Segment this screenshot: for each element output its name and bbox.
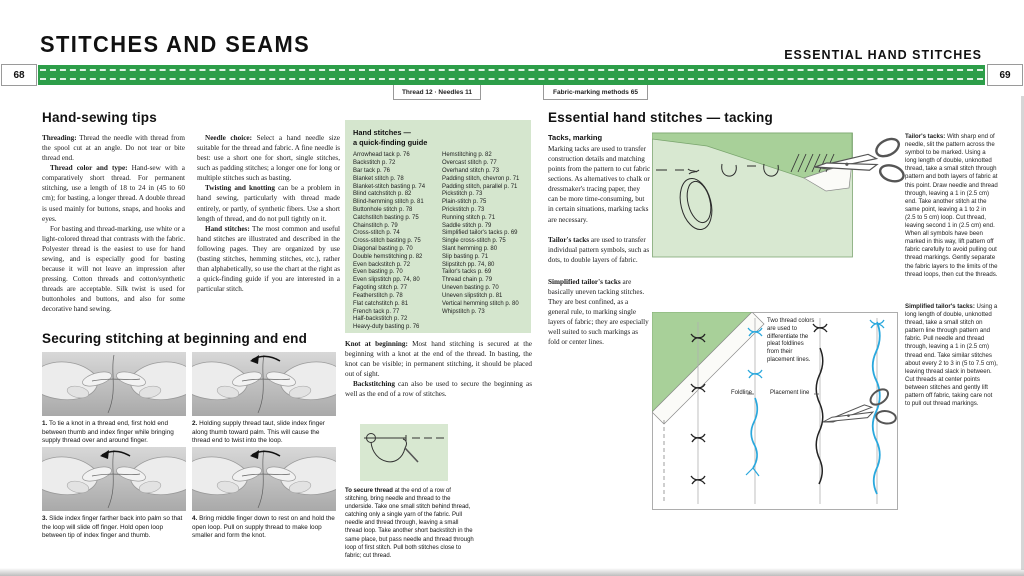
guide-column-1 [353,152,435,332]
paragraph: Simplified tailor's tacks are basically uneven tacking stitches. They are best confined, as a general rule, to marking single layers of fabric; they are especially well suited to such markings as fold or center lines. [548,277,649,347]
paragraph: Knot at beginning: Most hand stitching is secured at the beginning with a knot at the end of the thread. In basting, the knot can be visible; in permanent stitching, it should be placed out of sight. [345,340,532,379]
guide-entry: Padding stitch, parallel p. 71 [442,183,518,190]
photo-caption-1: 1. To tie a knot in a thread end, first hold end between thumb and index finger while bringing supply thread over and around finger. [42,420,174,445]
guide-entry: Hemstitching p. 82 [442,152,492,159]
green-stitch-bar [38,65,985,85]
guide-entry: Chainstitch p. 79 [353,222,398,229]
knot-paragraphs [345,339,532,399]
guide-entry: Single cross-stitch p. 75 [442,238,506,245]
photo-caption-2: 2. Holding supply thread taut, slide index finger along thumb toward palm. This will cause the thread end to twist into the loop. [192,420,325,445]
guide-entry: Diagonal basting p. 70 [353,246,413,252]
guide-entry: Simplified tailor's tacks p. 69 [442,230,518,237]
hand-sewing-tips-heading: Hand-sewing tips [42,110,157,125]
guide-entry: Uneven basting p. 70 [442,285,499,292]
chapter-title: STITCHES AND SEAMS [40,31,311,57]
guide-entry: Even slipstitch pp. 74, 80 [353,277,420,284]
paragraph: Tailor's tacks are used to transfer individual pattern symbols, such as dots, to double layers of fabric. [548,235,650,264]
photo-step-1 [42,352,186,416]
guide-entry: Fagoting stitch p. 77 [353,285,408,292]
guide-entry: Thread chain p. 79 [442,277,493,284]
tacks-marking-subhead: Tacks, marking [548,133,603,142]
guide-entry: Overhand stitch p. 73 [442,167,500,174]
guide-entry: Blanket-stitch basting p. 74 [353,183,426,190]
securing-heading: Securing stitching at beginning and end [42,331,308,346]
simplified-tacks-caption: Simplified tailor's tacks: Using a long length of double, unknotted thread, take a small stitch on pattern line through pattern and fabric. Pull needle and thread through, leaving a 1 in (2.5 cm) thread end. Take similar stitches about every 2 to 3 in (5 to 7.5 cm), leaving thread slack in between. Cut threads at center points between stitches and gently lift pattern off fabric, taking care not to pull out thread markings. [905,303,998,408]
paragraph: Marking tacks are used to transfer construction details and matching points from the pattern to cut fabric sections. As alternatives to chalk or dressmaker's tracing paper, they can be more time-consuming, but in certain situations, marking tacks are necessary. [548,145,651,224]
guide-entry: Prickstitch p. 73 [442,206,485,213]
guide-entry: Slant hemming p. 80 [442,246,498,252]
guide-entry: Tailor's tacks p. 69 [442,269,492,276]
page-number-left: 68 [1,64,37,86]
tab-thread-needles: Thread 12 · Needles 11 [393,85,481,100]
guide-entry: Even backstitch p. 72 [353,261,411,268]
guide-entry: Running stitch p. 71 [442,214,496,221]
foldline-label: Foldline [730,390,752,396]
tips-column-1 [42,133,185,314]
paragraph: Thread color and type: Hand-sew with a comparatively short thread. For permanent stitching, use a length of 18 to 24 in (45 to 60 cm); for basting, a longer thread. A double thread is used mainly for buttons, snaps, and hooks and eyes. [42,164,185,223]
tacking-column [548,144,651,357]
paragraph: Hand stitches: The most common and useful hand stitches are illustrated and described in the following pages. They are organized by use (basting stitches, hemming stitches, etc.), rather than alphabetically, so use the chart at the right as a quick-finding guide if you are interested in a particular stitch. [197,224,340,294]
photo-step-3 [42,447,186,511]
tab-fabric-marking: Fabric-marking methods 65 [543,85,648,100]
section-title: ESSENTIAL HAND STITCHES [784,48,982,62]
page-number-right: 69 [987,64,1023,86]
tips-column-2 [197,133,340,314]
paragraph: Needle choice: Select a hand needle size suitable for the thread and fabric. A fine needle is best: use a short one for short, single stitches, such as padding stitches; a longer one for long or multiple stitches such as basting. [197,134,340,183]
guide-entry: Blind catchstitch p. 82 [353,191,412,198]
guide-entry: Blind-hemming stitch p. 81 [353,199,424,206]
tailors-tacks-caption: Tailor's tacks: With sharp end of needle, slit the pattern across the symbol to be marked. Using a long length of double, unknotted thread, take a small stitch through pattern and both layers of fabric at this point. Draw needle and thread through, leaving a 1 in (2.5 cm) end. Take another stitch at the same point, leaving a 1 to 2 in (2.5 to 5 cm) loop. Cut thread, leaving second 1 in (2.5 cm) end. When all symbols have been marked in this way, lift pattern off fabric carefully to avoid pulling out thread markings. Gently separate the fabric layers to the limits of the thread loops, then cut the threads. [905,133,998,278]
guide-entry: Featherstitch p. 78 [353,292,403,299]
tips-columns [42,133,340,314]
guide-entry: Pickstitch p. 73 [442,191,483,198]
paragraph: Twisting and knotting can be a problem in hand sewing, particularly with thread made entirely, or partly, of synthetic fibers. Use a short length of thread, and do not pull tightly on it. [197,184,340,223]
guide-entry: Plain-stitch p. 75 [442,199,487,206]
guide-entry: Slipstitch pp. 74, 80 [442,261,495,268]
guide-entry: Heavy-duty basting p. 76 [353,324,420,331]
guide-entry: Arrowhead tack p. 76 [353,152,410,159]
tailors-tacks-illustration [652,120,922,265]
paragraph: For basting and thread-marking, use white or a light-colored thread that contrasts with the fabric. Polyester thread is the easiest to use for hand sewing, and is especially good for basting because it will not leave an impression after pressing. Cotton threads and cotton/synthetic threads are acceptable. Silk twist is used for buttonholes and buttons, and also for some decorative hand sewing. [42,224,185,314]
diagram-caption: To secure thread at the end of a row of stitching, bring needle and thread to the underside. Take one small stitch behind thread, catching only a single yarn of the fabric. Pull needle and thread through, leaving a small thread loop. Take another short backstitch in the same place, but pass needle and thread through loop of first stitch. Pull both stitches close to fabric; cut thread. [345,488,474,559]
guide-entry: Blanket stitch p. 78 [353,175,404,182]
guide-title: Hand stitches — a quick-finding guide [353,128,428,147]
guide-entry: Whipstitch p. 73 [442,308,485,315]
placement-line-label: Placement line [770,390,810,396]
guide-entry: Padding stitch, chevron p. 71 [442,175,520,182]
guide-entry: Slip basting p. 71 [442,253,489,260]
page-edge [0,568,1024,576]
guide-entry: Uneven slipstitch p. 81 [442,292,503,299]
photo-caption-3: 3. Slide index finger farther back into palm so that the loop will slide off finger. Hold open loop between tip of index finger and thumb. [42,515,183,540]
guide-entry: Backstitch p. 72 [353,160,396,167]
tacking-heading: Essential hand stitches — tacking [548,110,773,125]
guide-entry: Double hemstitching p. 82 [353,253,423,260]
backstitch-diagram [360,424,448,481]
guide-entry: Bar tack p. 76 [353,167,391,174]
guide-entry: Cross-stitch basting p. 75 [353,238,421,245]
two-thread-colors-note: Two thread colors are used to differentiate the pleat foldlines from their placement lines. [767,318,815,363]
paragraph: Threading: Thread the needle with thread from the spool cut at an angle. Do not tear or bite thread end. [42,134,185,163]
quick-finding-guide [345,120,531,333]
paragraph: Backstitching can also be used to secure the beginning as well as the end of a row of stitches. [345,380,532,399]
guide-entry: Cross-stitch p. 74 [353,230,400,237]
guide-entry: Catchstitch basting p. 75 [353,214,419,221]
guide-entry: Half-backstitch p. 72 [353,316,408,323]
guide-entry: Buttonhole stitch p. 78 [353,206,413,213]
guide-entry: Flat catchstitch p. 81 [353,300,409,307]
photo-caption-4: 4. Bring middle finger down to rest on and hold the open loop. Pull on supply thread to make loop smaller and form the knot. [192,515,335,540]
guide-column-2 [442,152,524,332]
guide-entry: Vertical hemming stitch p. 80 [442,300,519,307]
guide-entry: French tack p. 77 [353,308,400,315]
photo-step-4 [192,447,336,511]
photo-step-2 [192,352,336,416]
guide-entry: Even basting p. 70 [353,269,403,276]
guide-entry: Saddle stitch p. 79 [442,222,492,229]
guide-entry: Overcast stitch p. 77 [442,160,497,167]
